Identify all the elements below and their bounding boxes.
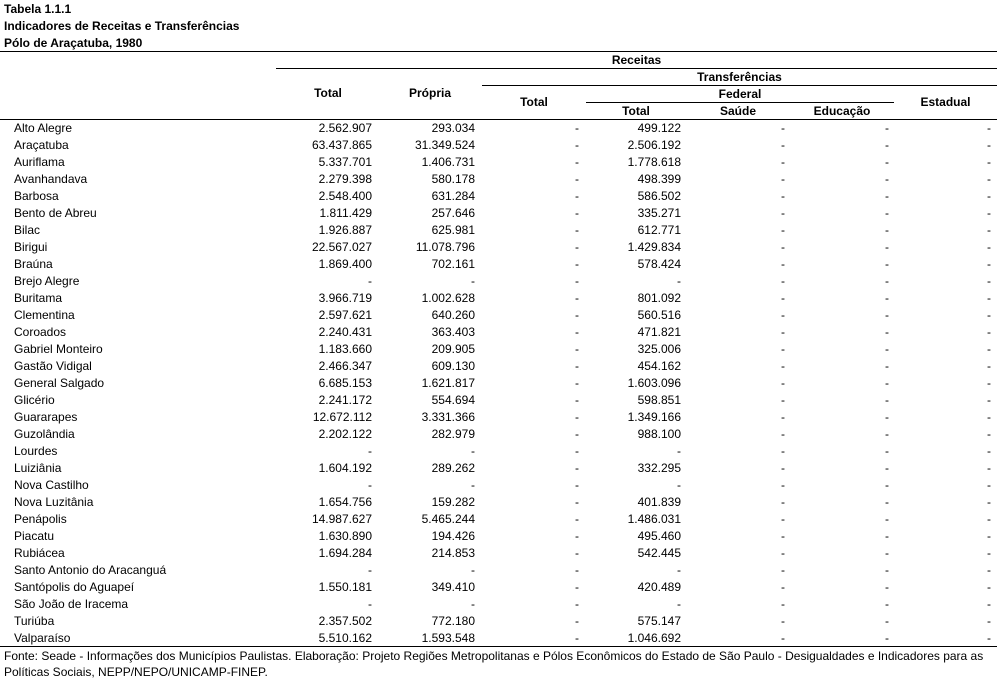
propria-cell: 5.465.244 bbox=[421, 512, 475, 526]
table-row bbox=[0, 596, 997, 613]
table-row bbox=[0, 358, 997, 375]
total-cell: 1.654.756 bbox=[318, 495, 372, 509]
table-row bbox=[0, 239, 997, 256]
federal-total-cell: - bbox=[677, 478, 681, 492]
header-receitas: Receitas bbox=[611, 53, 662, 67]
saude-cell: - bbox=[781, 342, 785, 356]
propria-cell: 640.260 bbox=[431, 308, 475, 322]
header-educacao: Educação bbox=[813, 104, 871, 118]
transferencias-total-cell: - bbox=[575, 121, 579, 135]
table-row bbox=[0, 120, 997, 137]
transferencias-total-cell: - bbox=[575, 495, 579, 509]
header-federal: Federal bbox=[718, 87, 762, 101]
municipality-name: Auriflama bbox=[14, 155, 65, 169]
federal-total-cell: 586.502 bbox=[637, 189, 681, 203]
transferencias-total-cell: - bbox=[575, 614, 579, 628]
estadual-cell: - bbox=[987, 512, 991, 526]
propria-cell: 282.979 bbox=[431, 427, 475, 441]
propria-cell: 3.331.366 bbox=[421, 410, 475, 424]
estadual-cell: - bbox=[987, 546, 991, 560]
estadual-cell: - bbox=[987, 223, 991, 237]
federal-total-cell: - bbox=[677, 274, 681, 288]
table-row bbox=[0, 137, 997, 154]
educacao-cell: - bbox=[885, 223, 889, 237]
transferencias-total-cell: - bbox=[575, 393, 579, 407]
header-transferencias-total: Total bbox=[520, 95, 548, 109]
municipality-name: Barbosa bbox=[14, 189, 59, 203]
federal-total-cell: 335.271 bbox=[637, 206, 681, 220]
educacao-cell: - bbox=[885, 563, 889, 577]
transferencias-total-cell: - bbox=[575, 308, 579, 322]
transferencias-total-cell: - bbox=[575, 155, 579, 169]
saude-cell: - bbox=[781, 393, 785, 407]
saude-cell: - bbox=[781, 172, 785, 186]
municipality-name: General Salgado bbox=[14, 376, 105, 390]
table-subtitle: Pólo de Araçatuba, 1980 bbox=[4, 36, 143, 50]
table-row bbox=[0, 477, 997, 494]
total-cell: 5.510.162 bbox=[318, 631, 372, 645]
estadual-cell: - bbox=[987, 393, 991, 407]
estadual-cell: - bbox=[987, 597, 991, 611]
propria-cell: - bbox=[471, 597, 475, 611]
saude-cell: - bbox=[781, 257, 785, 271]
estadual-cell: - bbox=[987, 189, 991, 203]
educacao-cell: - bbox=[885, 461, 889, 475]
educacao-cell: - bbox=[885, 257, 889, 271]
municipality-name: Bento de Abreu bbox=[14, 206, 97, 220]
transferencias-total-cell: - bbox=[575, 478, 579, 492]
table-row bbox=[0, 443, 997, 460]
municipality-name: São João de Iracema bbox=[14, 597, 129, 611]
propria-cell: - bbox=[471, 478, 475, 492]
estadual-cell: - bbox=[987, 359, 991, 373]
transferencias-total-cell: - bbox=[575, 138, 579, 152]
federal-total-cell: 471.821 bbox=[637, 325, 681, 339]
propria-cell: 625.981 bbox=[431, 223, 475, 237]
propria-cell: 580.178 bbox=[431, 172, 475, 186]
educacao-cell: - bbox=[885, 342, 889, 356]
estadual-cell: - bbox=[987, 291, 991, 305]
municipality-name: Buritama bbox=[14, 291, 63, 305]
table-row bbox=[0, 171, 997, 188]
saude-cell: - bbox=[781, 631, 785, 645]
educacao-cell: - bbox=[885, 155, 889, 169]
educacao-cell: - bbox=[885, 580, 889, 594]
estadual-cell: - bbox=[987, 206, 991, 220]
municipality-name: Santópolis do Aguapeí bbox=[14, 580, 135, 594]
saude-cell: - bbox=[781, 206, 785, 220]
transferencias-total-cell: - bbox=[575, 172, 579, 186]
estadual-cell: - bbox=[987, 138, 991, 152]
propria-cell: 631.284 bbox=[431, 189, 475, 203]
table-row bbox=[0, 494, 997, 511]
saude-cell: - bbox=[781, 478, 785, 492]
propria-cell: 554.694 bbox=[431, 393, 475, 407]
educacao-cell: - bbox=[885, 240, 889, 254]
propria-cell: - bbox=[471, 444, 475, 458]
propria-cell: 293.034 bbox=[431, 121, 475, 135]
municipality-name: Santo Antonio do Aracanguá bbox=[14, 563, 167, 577]
table-row bbox=[0, 375, 997, 392]
transferencias-total-cell: - bbox=[575, 274, 579, 288]
federal-total-cell: 498.399 bbox=[637, 172, 681, 186]
saude-cell: - bbox=[781, 495, 785, 509]
municipality-name: Araçatuba bbox=[14, 138, 69, 152]
educacao-cell: - bbox=[885, 172, 889, 186]
federal-total-cell: 420.489 bbox=[637, 580, 681, 594]
saude-cell: - bbox=[781, 121, 785, 135]
federal-total-cell: 1.429.834 bbox=[627, 240, 681, 254]
propria-cell: 209.905 bbox=[431, 342, 475, 356]
table-row bbox=[0, 188, 997, 205]
estadual-cell: - bbox=[987, 121, 991, 135]
transferencias-total-cell: - bbox=[575, 189, 579, 203]
municipality-name: Gastão Vidigal bbox=[14, 359, 92, 373]
total-cell: - bbox=[368, 274, 372, 288]
header-total: Total bbox=[314, 86, 342, 100]
table-row bbox=[0, 562, 997, 579]
municipality-name: Braúna bbox=[14, 257, 53, 271]
transferencias-total-cell: - bbox=[575, 257, 579, 271]
table-title: Indicadores de Receitas e Transferências bbox=[4, 19, 240, 33]
table-row bbox=[0, 256, 997, 273]
federal-total-cell: 2.506.192 bbox=[627, 138, 681, 152]
educacao-cell: - bbox=[885, 274, 889, 288]
educacao-cell: - bbox=[885, 427, 889, 441]
estadual-cell: - bbox=[987, 444, 991, 458]
transferencias-total-cell: - bbox=[575, 461, 579, 475]
saude-cell: - bbox=[781, 546, 785, 560]
propria-cell: - bbox=[471, 274, 475, 288]
propria-cell: 772.180 bbox=[431, 614, 475, 628]
municipality-name: Luiziânia bbox=[14, 461, 62, 475]
transferencias-total-cell: - bbox=[575, 291, 579, 305]
municipality-name: Clementina bbox=[14, 308, 75, 322]
transferencias-total-cell: - bbox=[575, 580, 579, 594]
federal-total-cell: 578.424 bbox=[637, 257, 681, 271]
estadual-cell: - bbox=[987, 325, 991, 339]
total-cell: 6.685.153 bbox=[318, 376, 372, 390]
saude-cell: - bbox=[781, 461, 785, 475]
saude-cell: - bbox=[781, 325, 785, 339]
propria-cell: 194.426 bbox=[431, 529, 475, 543]
propria-cell: 609.130 bbox=[431, 359, 475, 373]
table-row bbox=[0, 511, 997, 528]
table-row bbox=[0, 290, 997, 307]
transferencias-total-cell: - bbox=[575, 410, 579, 424]
federal-total-cell: 598.851 bbox=[637, 393, 681, 407]
propria-cell: 214.853 bbox=[431, 546, 475, 560]
federal-total-cell: 1.603.096 bbox=[627, 376, 681, 390]
table-row bbox=[0, 630, 997, 647]
educacao-cell: - bbox=[885, 308, 889, 322]
federal-total-cell: 1.349.166 bbox=[627, 410, 681, 424]
propria-cell: 1.593.548 bbox=[421, 631, 475, 645]
total-cell: 1.604.192 bbox=[318, 461, 372, 475]
estadual-cell: - bbox=[987, 461, 991, 475]
total-cell: 5.337.701 bbox=[318, 155, 372, 169]
saude-cell: - bbox=[781, 359, 785, 373]
total-cell: 1.869.400 bbox=[318, 257, 372, 271]
header-propria: Própria bbox=[408, 86, 451, 100]
header-estadual: Estadual bbox=[920, 95, 971, 109]
total-cell: 14.987.627 bbox=[311, 512, 372, 526]
table-row bbox=[0, 307, 997, 324]
table-row bbox=[0, 409, 997, 426]
propria-cell: - bbox=[471, 563, 475, 577]
rule-top bbox=[0, 51, 997, 52]
total-cell: 22.567.027 bbox=[311, 240, 372, 254]
saude-cell: - bbox=[781, 291, 785, 305]
municipality-name: Nova Luzitânia bbox=[14, 495, 94, 509]
table-row bbox=[0, 426, 997, 443]
saude-cell: - bbox=[781, 427, 785, 441]
table-body bbox=[0, 120, 997, 647]
federal-total-cell: 612.771 bbox=[637, 223, 681, 237]
rule-transferencias bbox=[482, 85, 997, 86]
saude-cell: - bbox=[781, 529, 785, 543]
transferencias-total-cell: - bbox=[575, 631, 579, 645]
estadual-cell: - bbox=[987, 308, 991, 322]
saude-cell: - bbox=[781, 376, 785, 390]
saude-cell: - bbox=[781, 512, 785, 526]
transferencias-total-cell: - bbox=[575, 546, 579, 560]
educacao-cell: - bbox=[885, 410, 889, 424]
total-cell: - bbox=[368, 563, 372, 577]
educacao-cell: - bbox=[885, 478, 889, 492]
federal-total-cell: 1.046.692 bbox=[627, 631, 681, 645]
municipality-name: Avanhandava bbox=[14, 172, 88, 186]
transferencias-total-cell: - bbox=[575, 512, 579, 526]
municipality-name: Lourdes bbox=[14, 444, 58, 458]
transferencias-total-cell: - bbox=[575, 529, 579, 543]
estadual-cell: - bbox=[987, 274, 991, 288]
total-cell: - bbox=[368, 478, 372, 492]
header-saude: Saúde bbox=[719, 104, 756, 118]
federal-total-cell: 495.460 bbox=[637, 529, 681, 543]
transferencias-total-cell: - bbox=[575, 206, 579, 220]
total-cell: 1.183.660 bbox=[318, 342, 372, 356]
estadual-cell: - bbox=[987, 563, 991, 577]
total-cell: 1.550.181 bbox=[318, 580, 372, 594]
table-row bbox=[0, 324, 997, 341]
estadual-cell: - bbox=[987, 376, 991, 390]
saude-cell: - bbox=[781, 410, 785, 424]
saude-cell: - bbox=[781, 444, 785, 458]
total-cell: 2.357.502 bbox=[318, 614, 372, 628]
federal-total-cell: 542.445 bbox=[637, 546, 681, 560]
transferencias-total-cell: - bbox=[575, 427, 579, 441]
transferencias-total-cell: - bbox=[575, 376, 579, 390]
municipality-name: Bilac bbox=[14, 223, 41, 237]
total-cell: - bbox=[368, 597, 372, 611]
federal-total-cell: 499.122 bbox=[637, 121, 681, 135]
saude-cell: - bbox=[781, 240, 785, 254]
federal-total-cell: 988.100 bbox=[637, 427, 681, 441]
estadual-cell: - bbox=[987, 614, 991, 628]
transferencias-total-cell: - bbox=[575, 597, 579, 611]
municipality-name: Glicério bbox=[14, 393, 55, 407]
educacao-cell: - bbox=[885, 529, 889, 543]
saude-cell: - bbox=[781, 189, 785, 203]
federal-total-cell: 1.486.031 bbox=[627, 512, 681, 526]
saude-cell: - bbox=[781, 138, 785, 152]
municipality-name: Guzolândia bbox=[14, 427, 75, 441]
educacao-cell: - bbox=[885, 189, 889, 203]
municipality-name: Rubiácea bbox=[14, 546, 65, 560]
federal-total-cell: 801.092 bbox=[637, 291, 681, 305]
saude-cell: - bbox=[781, 223, 785, 237]
propria-cell: 1.002.628 bbox=[421, 291, 475, 305]
table-row bbox=[0, 528, 997, 545]
header-transferencias: Transferências bbox=[697, 70, 782, 84]
municipality-name: Guararapes bbox=[14, 410, 78, 424]
transferencias-total-cell: - bbox=[575, 223, 579, 237]
propria-cell: 257.646 bbox=[431, 206, 475, 220]
transferencias-total-cell: - bbox=[575, 342, 579, 356]
federal-total-cell: 401.839 bbox=[637, 495, 681, 509]
estadual-cell: - bbox=[987, 495, 991, 509]
estadual-cell: - bbox=[987, 257, 991, 271]
total-cell: - bbox=[368, 444, 372, 458]
total-cell: 2.240.431 bbox=[318, 325, 372, 339]
municipality-name: Alto Alegre bbox=[14, 121, 73, 135]
educacao-cell: - bbox=[885, 121, 889, 135]
propria-cell: 11.078.796 bbox=[415, 240, 475, 254]
municipality-name: Coroados bbox=[14, 325, 67, 339]
educacao-cell: - bbox=[885, 546, 889, 560]
educacao-cell: - bbox=[885, 597, 889, 611]
saude-cell: - bbox=[781, 597, 785, 611]
estadual-cell: - bbox=[987, 172, 991, 186]
transferencias-total-cell: - bbox=[575, 563, 579, 577]
municipality-name: Piacatu bbox=[14, 529, 55, 543]
estadual-cell: - bbox=[987, 240, 991, 254]
table-row bbox=[0, 205, 997, 222]
educacao-cell: - bbox=[885, 376, 889, 390]
educacao-cell: - bbox=[885, 138, 889, 152]
propria-cell: 1.621.817 bbox=[421, 376, 475, 390]
table-row bbox=[0, 545, 997, 562]
propria-cell: 702.161 bbox=[431, 257, 475, 271]
transferencias-total-cell: - bbox=[575, 359, 579, 373]
educacao-cell: - bbox=[885, 359, 889, 373]
federal-total-cell: - bbox=[677, 563, 681, 577]
federal-total-cell: 1.778.618 bbox=[627, 155, 681, 169]
municipality-name: Nova Castilho bbox=[14, 478, 89, 492]
propria-cell: 349.410 bbox=[431, 580, 475, 594]
total-cell: 2.279.398 bbox=[318, 172, 372, 186]
total-cell: 1.630.890 bbox=[318, 529, 372, 543]
estadual-cell: - bbox=[987, 155, 991, 169]
saude-cell: - bbox=[781, 155, 785, 169]
estadual-cell: - bbox=[987, 427, 991, 441]
total-cell: 1.694.284 bbox=[318, 546, 372, 560]
educacao-cell: - bbox=[885, 206, 889, 220]
municipality-name: Brejo Alegre bbox=[14, 274, 80, 288]
table-row bbox=[0, 222, 997, 239]
rule-federal bbox=[586, 102, 894, 103]
saude-cell: - bbox=[781, 308, 785, 322]
total-cell: 3.966.719 bbox=[318, 291, 372, 305]
municipality-name: Turiúba bbox=[14, 614, 55, 628]
propria-cell: 289.262 bbox=[431, 461, 475, 475]
municipality-name: Gabriel Monteiro bbox=[14, 342, 103, 356]
educacao-cell: - bbox=[885, 393, 889, 407]
table-row bbox=[0, 460, 997, 477]
municipality-name: Penápolis bbox=[14, 512, 67, 526]
saude-cell: - bbox=[781, 580, 785, 594]
educacao-cell: - bbox=[885, 291, 889, 305]
transferencias-total-cell: - bbox=[575, 325, 579, 339]
propria-cell: 1.406.731 bbox=[421, 155, 475, 169]
table-row bbox=[0, 579, 997, 596]
saude-cell: - bbox=[781, 274, 785, 288]
estadual-cell: - bbox=[987, 580, 991, 594]
rule-receitas bbox=[276, 68, 997, 69]
transferencias-total-cell: - bbox=[575, 444, 579, 458]
estadual-cell: - bbox=[987, 529, 991, 543]
transferencias-total-cell: - bbox=[575, 240, 579, 254]
federal-total-cell: - bbox=[677, 444, 681, 458]
educacao-cell: - bbox=[885, 512, 889, 526]
total-cell: 1.926.887 bbox=[318, 223, 372, 237]
table-number: Tabela 1.1.1 bbox=[4, 2, 72, 16]
estadual-cell: - bbox=[987, 410, 991, 424]
table-row bbox=[0, 392, 997, 409]
municipality-name: Valparaíso bbox=[14, 631, 71, 645]
total-cell: 2.466.347 bbox=[318, 359, 372, 373]
total-cell: 2.202.122 bbox=[318, 427, 372, 441]
total-cell: 2.597.621 bbox=[318, 308, 372, 322]
federal-total-cell: 575.147 bbox=[637, 614, 681, 628]
estadual-cell: - bbox=[987, 342, 991, 356]
educacao-cell: - bbox=[885, 495, 889, 509]
header-federal-total: Total bbox=[622, 104, 650, 118]
educacao-cell: - bbox=[885, 631, 889, 645]
total-cell: 12.672.112 bbox=[312, 410, 372, 424]
total-cell: 1.811.429 bbox=[319, 206, 372, 220]
table-row bbox=[0, 613, 997, 630]
table-row bbox=[0, 154, 997, 171]
estadual-cell: - bbox=[987, 631, 991, 645]
propria-cell: 363.403 bbox=[431, 325, 475, 339]
table-row bbox=[0, 341, 997, 358]
saude-cell: - bbox=[781, 614, 785, 628]
municipality-name: Birigui bbox=[14, 240, 48, 254]
propria-cell: 159.282 bbox=[431, 495, 475, 509]
federal-total-cell: 454.162 bbox=[637, 359, 681, 373]
educacao-cell: - bbox=[885, 614, 889, 628]
total-cell: 63.437.865 bbox=[311, 138, 372, 152]
total-cell: 2.562.907 bbox=[318, 121, 372, 135]
federal-total-cell: 325.006 bbox=[637, 342, 681, 356]
saude-cell: - bbox=[781, 563, 785, 577]
total-cell: 2.548.400 bbox=[318, 189, 372, 203]
educacao-cell: - bbox=[885, 325, 889, 339]
table-row bbox=[0, 273, 997, 290]
source-note: Fonte: Seade - Informações dos Municípios Paulistas. Elaboração: Projeto Regiões Metropolitanas e Pólos Econômicos do Estado de São Paulo - Desigualdades e Indicadores para as Políticas Sociais, NEPP/NEPO/UNICAMP-FINEP. bbox=[4, 649, 984, 679]
federal-total-cell: 560.516 bbox=[637, 308, 681, 322]
total-cell: 2.241.172 bbox=[318, 393, 372, 407]
propria-cell: 31.349.524 bbox=[414, 138, 475, 152]
estadual-cell: - bbox=[987, 478, 991, 492]
educacao-cell: - bbox=[885, 444, 889, 458]
federal-total-cell: - bbox=[677, 597, 681, 611]
federal-total-cell: 332.295 bbox=[637, 461, 681, 475]
